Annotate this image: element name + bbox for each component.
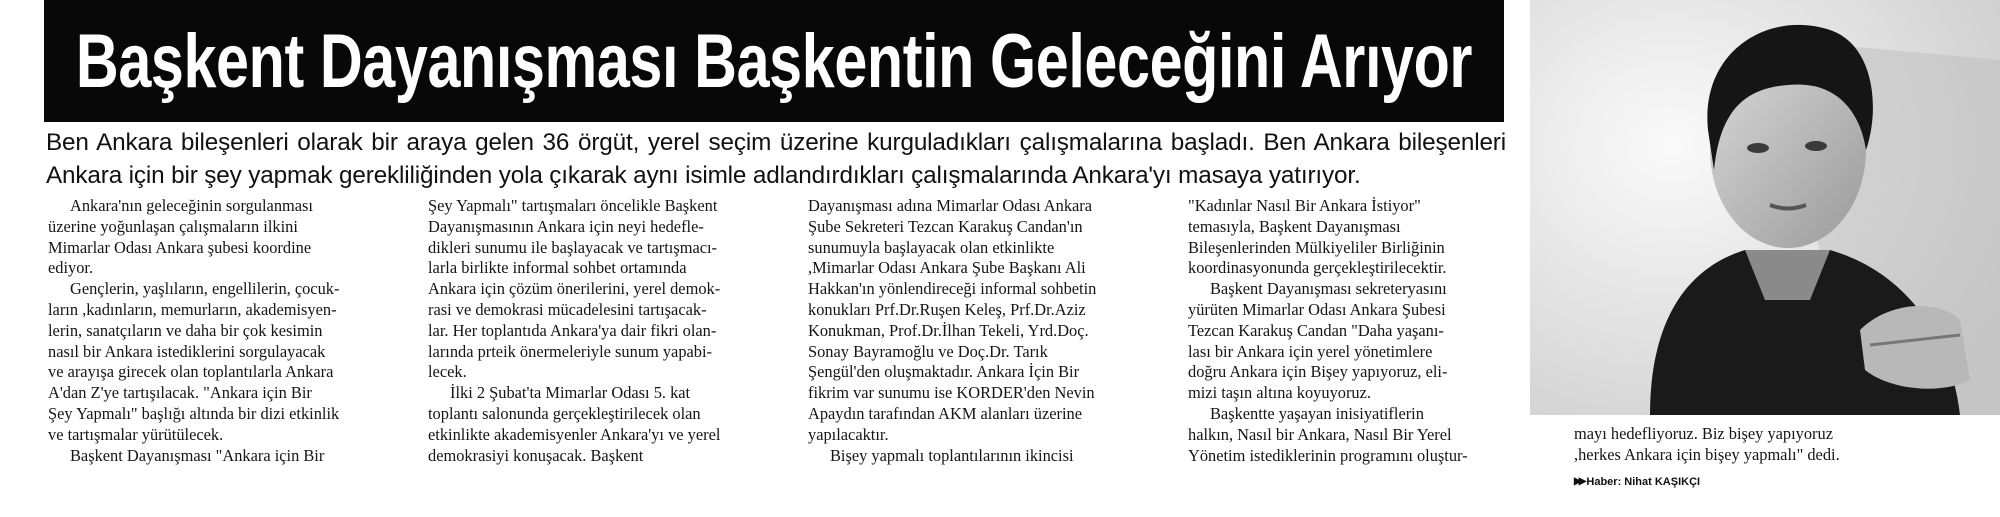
text-line: larla birlikte informal sohbet ortamında <box>428 258 687 278</box>
text-line: Hakkan'ın yönlendireceği informal sohbetin <box>808 279 1097 299</box>
text-line: ediyor. <box>48 258 94 278</box>
text-line: nasıl bir Ankara istediklerini sorgulayacak <box>48 341 326 361</box>
text-line: Gençlerin, yaşlıların, engellilerin, çocuk- <box>70 279 340 299</box>
text-line: Şengül'den oluşmaktadır. Ankara İçin Bir <box>808 362 1080 382</box>
text-line: Başkent Dayanışması "Ankara için Bir <box>70 445 325 465</box>
text-line: Ankara için çözüm önerilerini, yerel demok- <box>428 279 721 299</box>
text-line: ların ,kadınların, memurların, akademisyen- <box>48 299 337 319</box>
text-line: demokrasiyi konuşacak. Başkent <box>428 445 644 465</box>
lead-paragraph: Ben Ankara bileşenleri olarak bir araya gelen 36 örgüt, yerel seçim üzerine kurguladıkları çalışmalarına başladı. Ben Ankara bileşenleri Ankara için bir şey yapmak gerekliliğinden yola çıkarak aynı isimle adlandırdıkları çalışmalarında Ankara'yı masaya yatırıyor. <box>46 129 1506 189</box>
text-line: dikleri sunumu ile başlayacak ve tartışmacı- <box>428 237 718 257</box>
portrait-illustration <box>1530 0 2000 415</box>
text-line: larında prteik önermeleriyle sunum yapabi- <box>428 341 713 361</box>
text-line: Dayanışmasının Ankara için neyi hedefle- <box>428 216 704 236</box>
text-line: lası bir Ankara için yerel yönetimlere <box>1188 341 1433 361</box>
text-line: lar. Her toplantıda Ankara'ya dair fikri olan- <box>428 320 717 340</box>
headline-bar <box>44 0 1504 122</box>
closing-lines <box>1574 424 1994 466</box>
text-line: ve arayışa girecek olan toplantılarla Ankara <box>48 362 334 382</box>
text-line: sunumuyla başlayacak olan etkinlikte <box>808 237 1055 257</box>
closing-text <box>1574 424 1994 492</box>
text-line: ve tartışmalar yürütülecek. <box>48 424 224 444</box>
text-line: lerin, sanatçıların ve daha bir çok kesimin <box>48 320 323 340</box>
article-column-1 <box>48 196 411 466</box>
text-line: Şube Sekreteri Tezcan Karakuş Candan'ın <box>808 216 1083 236</box>
text-line: Bileşenlerinden Mülkiyeliler Birliğinin <box>1188 237 1445 257</box>
text-line: toplantı salonunda gerçekleştirilecek olan <box>428 403 701 423</box>
text-line: Dayanışması adına Mimarlar Odası Ankara <box>808 196 1093 215</box>
text-line: Sonay Bayramoğlu ve Doç.Dr. Tarık <box>808 341 1048 361</box>
text-line: Konukman, Prof.Dr.İlhan Tekeli, Yrd.Doç. <box>808 320 1089 340</box>
text-line: Şey Yapmalı" tartışmaları öncelikle Başkent <box>428 196 718 215</box>
text-line: yürüten Mimarlar Odası Ankara Şubesi <box>1188 299 1446 319</box>
text-line: mizi taşın altına koyuyoruz. <box>1188 383 1371 403</box>
text-line: ,herkes Ankara için bişey yapmalı" dedi. <box>1574 444 1840 464</box>
text-line: Apaydın tarafından AKM alanları üzerine <box>808 403 1082 423</box>
text-line: İlki 2 Şubat'ta Mimarlar Odası 5. kat <box>450 383 691 403</box>
text-line: A'dan Z'ye tartışılacak. "Ankara için Bir <box>48 383 312 403</box>
text-line: "Kadınlar Nasıl Bir Ankara İstiyor" <box>1188 196 1421 215</box>
portrait-photo <box>1530 0 2000 415</box>
text-line: Bişey yapmalı toplantılarının ikincisi <box>830 445 1074 465</box>
text-line: etkinlikte akademisyenler Ankara'yı ve yerel <box>428 424 721 444</box>
byline <box>1574 472 1994 493</box>
text-line: Mimarlar Odası Ankara şubesi koordine <box>48 237 312 257</box>
article-column-2 <box>428 196 791 466</box>
text-line: ,Mimarlar Odası Ankara Şube Başkanı Ali <box>808 258 1086 278</box>
text-line: temasıyla, Başkent Dayanışması <box>1188 216 1401 236</box>
text-line: Şey Yapmalı" başlığı altında bir dizi etkinlik <box>48 403 340 423</box>
text-line: Başkentte yaşayan inisiyatiflerin <box>1210 403 1424 423</box>
text-line: yapılacaktır. <box>808 424 889 444</box>
byline-text: Haber: Nihat KAŞIKÇI <box>1586 475 1701 488</box>
text-line: rasi ve demokrasi mücadelesini tartışacak- <box>428 299 707 319</box>
text-line: Başkent Dayanışması sekreteryasını <box>1210 279 1447 299</box>
text-line: mayı hedefliyoruz. Biz bişey yapıyoruz <box>1574 424 1833 443</box>
text-line: Ankara'nın geleceğinin sorgulanması <box>70 196 313 215</box>
text-line: koordinasyonunda gerçekleştirilecektir. <box>1188 258 1447 278</box>
text-line: fikrim var sunumu ise KORDER'den Nevin <box>808 383 1095 403</box>
text-line: doğru Ankara için Bişey yapıyoruz, eli- <box>1188 362 1448 382</box>
double-arrow-icon: ▶▶ <box>1574 475 1584 487</box>
text-line: konukları Prf.Dr.Ruşen Keleş, Prf.Dr.Aziz <box>808 299 1086 319</box>
text-line: lecek. <box>428 362 467 382</box>
headline: Başkent Dayanışması Başkentin Geleceğini Arıyor <box>75 18 1473 104</box>
text-line: Yönetim istediklerinin programını oluştur- <box>1188 445 1468 465</box>
text-line: halkın, Nasıl bir Ankara, Nasıl Bir Yerel <box>1188 424 1452 444</box>
text-line: üzerine yoğunlaşan çalışmaların ilkini <box>48 216 298 236</box>
article-column-4 <box>1188 196 1493 466</box>
text-line: Tezcan Karakuş Candan "Daha yaşanı- <box>1188 320 1444 340</box>
article-column-3 <box>808 196 1171 466</box>
